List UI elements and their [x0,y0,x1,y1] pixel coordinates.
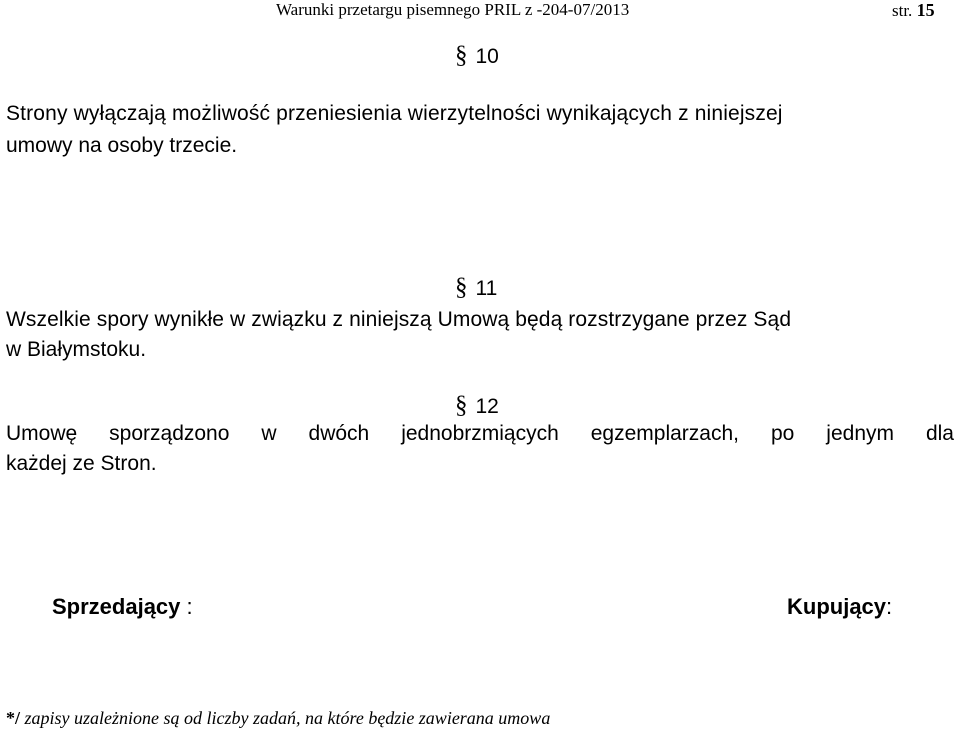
page-number [892,0,935,21]
section-sign: § [455,274,468,301]
seller-signature-label [52,594,193,620]
footnote [6,708,550,729]
buyer-signature-label [787,594,892,620]
section-number: 12 [475,395,499,418]
section-sign: § [455,42,468,69]
section-10-line-1: Strony wyłączają możliwość przeniesienia wierzytelności wynikających z niniejszej [6,102,783,125]
seller-label: Sprzedający [52,594,181,619]
footnote-marker: */ [6,708,21,728]
section-number: 10 [475,45,499,68]
section-10-heading [455,42,499,70]
section-sign: § [455,392,468,419]
page-number-value: 15 [916,0,935,20]
section-11-line-1: Wszelkie spory wynikłe w związku z niniejszą Umową będą rozstrzygane przez Sąd [6,308,792,331]
seller-colon: : [180,594,193,619]
section-12-line-1: Umowę sporządzono w dwóch jednobrzmiących egzemplarzach, po jednym dla [6,422,954,445]
section-10-line-2: umowy na osoby trzecie. [6,134,238,157]
buyer-colon: : [886,594,893,619]
buyer-label: Kupujący [787,594,887,619]
section-11-line-2: w Białymstoku. [6,338,147,361]
page-prefix: str. [892,1,917,20]
footnote-text: zapisy uzależnione są od liczby zadań, na które będzie zawierana umowa [20,708,551,728]
section-11-heading [455,274,497,302]
section-number: 11 [475,277,498,300]
section-12-heading [455,392,499,420]
section-12-line-2: każdej ze Stron. [6,452,157,475]
document-header-title: Warunki przetargu pisemnego PRIL z -204-07/2013 [276,0,630,19]
